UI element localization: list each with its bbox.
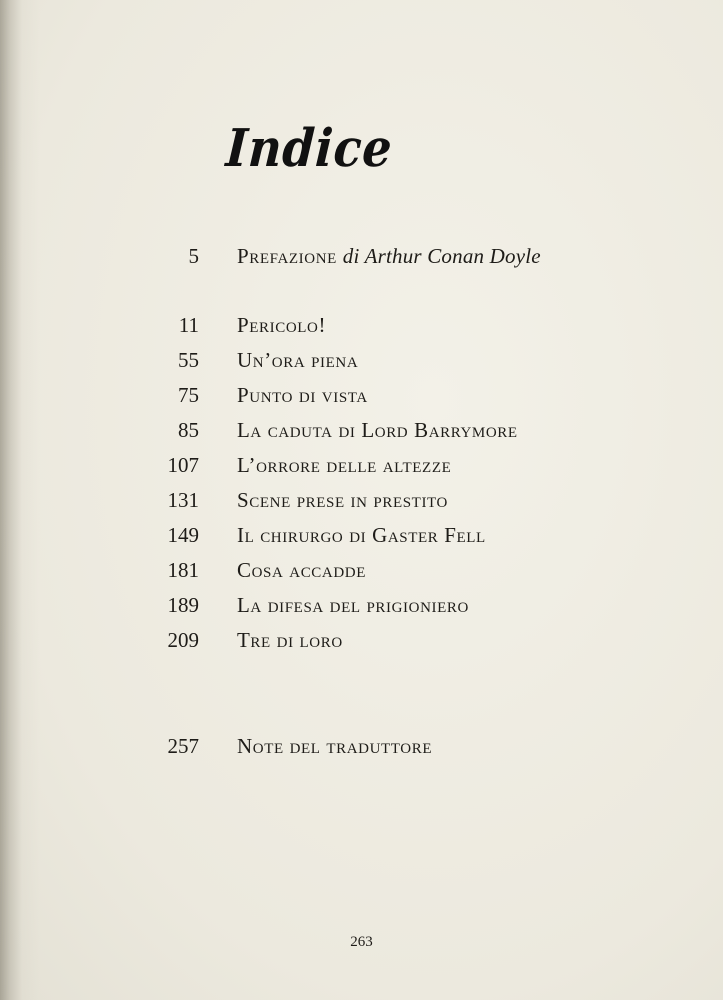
toc-entry	[0, 450, 723, 480]
toc-title: Il chirurgo di Gaster Fell	[237, 523, 486, 547]
toc-entry-notes	[0, 731, 723, 761]
toc-page-number: 5	[188, 244, 199, 268]
toc-page-number: 75	[178, 383, 199, 407]
toc-title: Cosa accadde	[237, 558, 366, 582]
toc-page-number: 131	[167, 488, 199, 512]
toc-entry	[0, 590, 723, 620]
toc-entry	[0, 485, 723, 515]
toc-title: La difesa del prigioniero	[237, 593, 469, 617]
toc-page-number: 55	[178, 348, 199, 372]
toc-page-number: 209	[167, 628, 199, 652]
toc-title	[237, 241, 541, 271]
preface-author: di Arthur Conan Doyle	[342, 244, 541, 268]
page-title: Indice	[224, 118, 395, 179]
toc-title: Punto di vista	[237, 383, 368, 407]
page-number: 263	[350, 934, 373, 950]
toc-title: L’orrore delle altezze	[237, 453, 452, 477]
toc-page-number: 149	[167, 523, 199, 547]
toc-entry	[0, 345, 723, 375]
toc-entry	[0, 520, 723, 550]
toc-entry	[0, 310, 723, 340]
toc-title: La caduta di Lord Barrymore	[237, 418, 518, 442]
toc-page-number: 257	[167, 734, 199, 758]
toc-title: Pericolo!	[237, 313, 327, 337]
toc-title: Tre di loro	[237, 628, 343, 652]
toc-page-number: 107	[167, 453, 199, 477]
toc-page-number: 189	[167, 593, 199, 617]
toc-page-number: 85	[178, 418, 199, 442]
toc-page-number: 181	[167, 558, 199, 582]
toc-entry	[0, 555, 723, 585]
toc-title: Note del traduttore	[237, 734, 433, 758]
toc-page-number: 11	[178, 313, 199, 337]
toc-entry-preface	[0, 241, 723, 271]
toc-entry	[0, 415, 723, 445]
toc-entry	[0, 625, 723, 655]
toc-title: Scene prese in prestito	[237, 488, 448, 512]
toc-title: Un’ora piena	[237, 348, 359, 372]
toc-entry	[0, 380, 723, 410]
preface-label: Prefazione	[237, 244, 337, 268]
